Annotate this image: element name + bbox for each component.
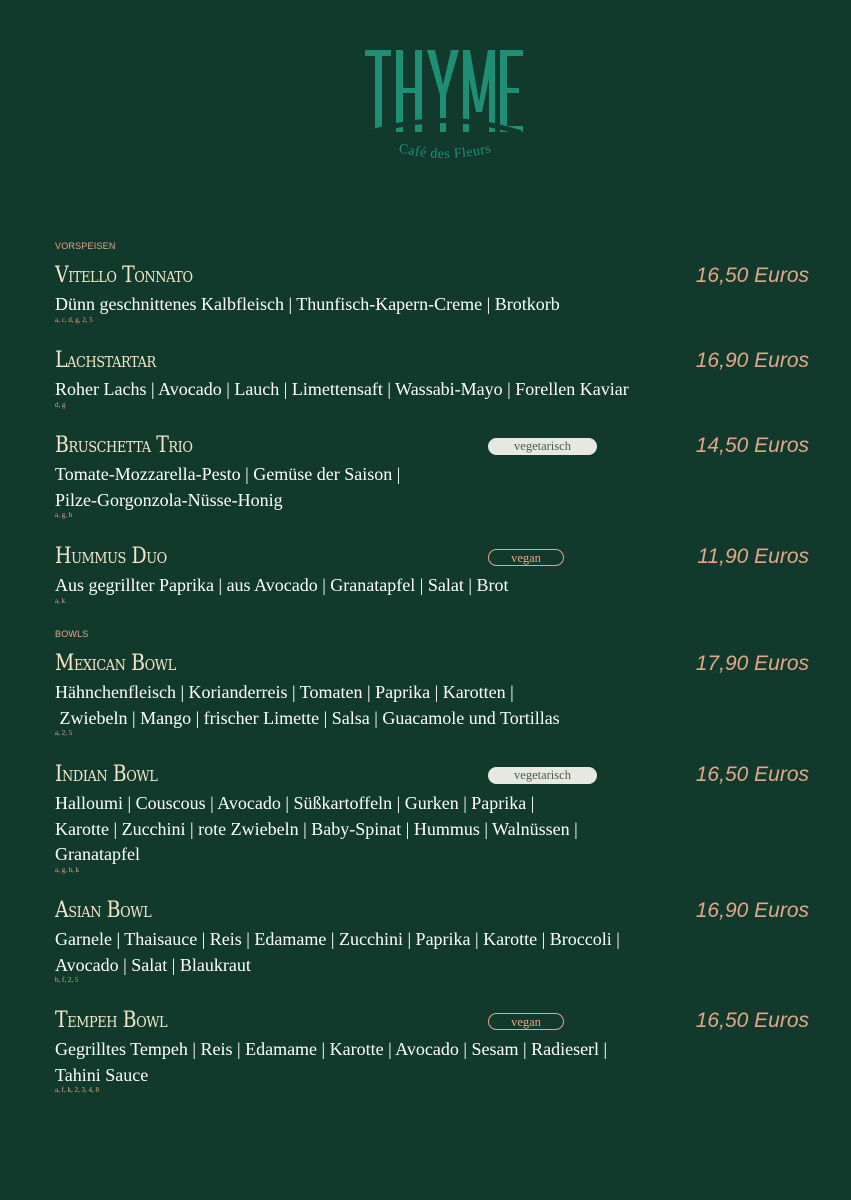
svg-text:Café des Fleurs: Café des Fleurs (397, 141, 493, 163)
allergen-codes: a, g, h (55, 511, 73, 519)
section-label-vorspeisen: VORSPEISEN (55, 241, 116, 251)
item-description (55, 292, 715, 324)
item-title: Hummus Duo (55, 544, 167, 569)
item-description (55, 927, 715, 984)
description-line: Pilze-Gorgonzola-Nüsse-Honig (55, 489, 283, 510)
description-line: Roher Lachs | Avocado | Lauch | Limettensaft | Wassabi-Mayo | Forellen Kaviar (55, 379, 629, 399)
description-line: Halloumi | Couscous | Avocado | Süßkartoffeln | Gurken | Paprika | (55, 793, 535, 813)
description-line: Avocado | Salat | Blaukraut (55, 954, 251, 975)
description-line: Garnele | Thaisauce | Reis | Edamame | Zucchini | Paprika | Karotte | Broccoli | (55, 929, 620, 949)
item-price: 16,50 Euros (695, 1009, 809, 1032)
item-title: Indian Bowl (55, 762, 158, 787)
vegan-badge: vegan (488, 549, 564, 566)
item-description (55, 573, 715, 605)
item-title: Lachstartar (55, 348, 156, 373)
item-price: 16,50 Euros (695, 264, 809, 287)
vegetarian-badge: vegetarisch (488, 438, 597, 455)
item-title: Tempeh Bowl (55, 1008, 168, 1033)
item-title: Mexican Bowl (55, 651, 176, 676)
item-title: Asian Bowl (55, 898, 152, 923)
vegan-badge: vegan (488, 1013, 564, 1030)
allergen-codes: a, c, d, g, 2, 5 (55, 315, 93, 324)
item-title: Vitello Tonnato (55, 263, 193, 288)
item-description (55, 1037, 715, 1094)
description-line: Tahini Sauce (55, 1064, 149, 1085)
item-description (55, 377, 715, 409)
item-description (55, 462, 715, 519)
description-line: Granatapfel (55, 844, 140, 864)
description-line: Tomate-Mozzarella-Pesto | Gemüse der Saison | (55, 464, 401, 484)
item-description (55, 680, 715, 737)
item-title: Bruschetta Trio (55, 433, 193, 458)
item-price: 17,90 Euros (695, 652, 809, 675)
description-line: Gegrilltes Tempeh | Reis | Edamame | Karotte | Avocado | Sesam | Radieserl | (55, 1039, 608, 1059)
description-line: Dünn geschnittenes Kalbfleisch | Thunfisch-Kapern-Creme | Brotkorb (55, 294, 560, 314)
item-price: 16,50 Euros (695, 763, 809, 786)
section-label-bowls: BOWLS (55, 629, 89, 639)
allergen-codes: a, k (55, 596, 66, 605)
thyme-logo (355, 40, 535, 180)
description-line: Karotte | Zucchini | rote Zwiebeln | Baby-Spinat | Hummus | Walnüssen | (55, 818, 578, 839)
item-price: 16,90 Euros (695, 899, 809, 922)
allergen-codes: d, g (55, 400, 66, 409)
item-price: 11,90 Euros (697, 545, 809, 568)
item-price: 16,90 Euros (695, 349, 809, 372)
description-line: Zwiebeln | Mango | frischer Limette | Salsa | Guacamole und Tortillas (55, 707, 560, 728)
vegetarian-badge: vegetarisch (488, 767, 597, 784)
item-description (55, 791, 715, 874)
item-price: 14,50 Euros (695, 434, 809, 457)
description-line: Hähnchenfleisch | Korianderreis | Tomaten | Paprika | Karotten | (55, 682, 514, 702)
allergen-codes: a, g, h, k (55, 865, 80, 874)
description-line: Aus gegrillter Paprika | aus Avocado | Granatapfel | Salat | Brot (55, 575, 509, 595)
allergen-codes: a, 2, 5 (55, 729, 73, 737)
allergen-codes: a, f, k, 2, 3, 4, 8 (55, 1086, 99, 1094)
allergen-codes: b, f, 2, 5 (55, 976, 79, 984)
